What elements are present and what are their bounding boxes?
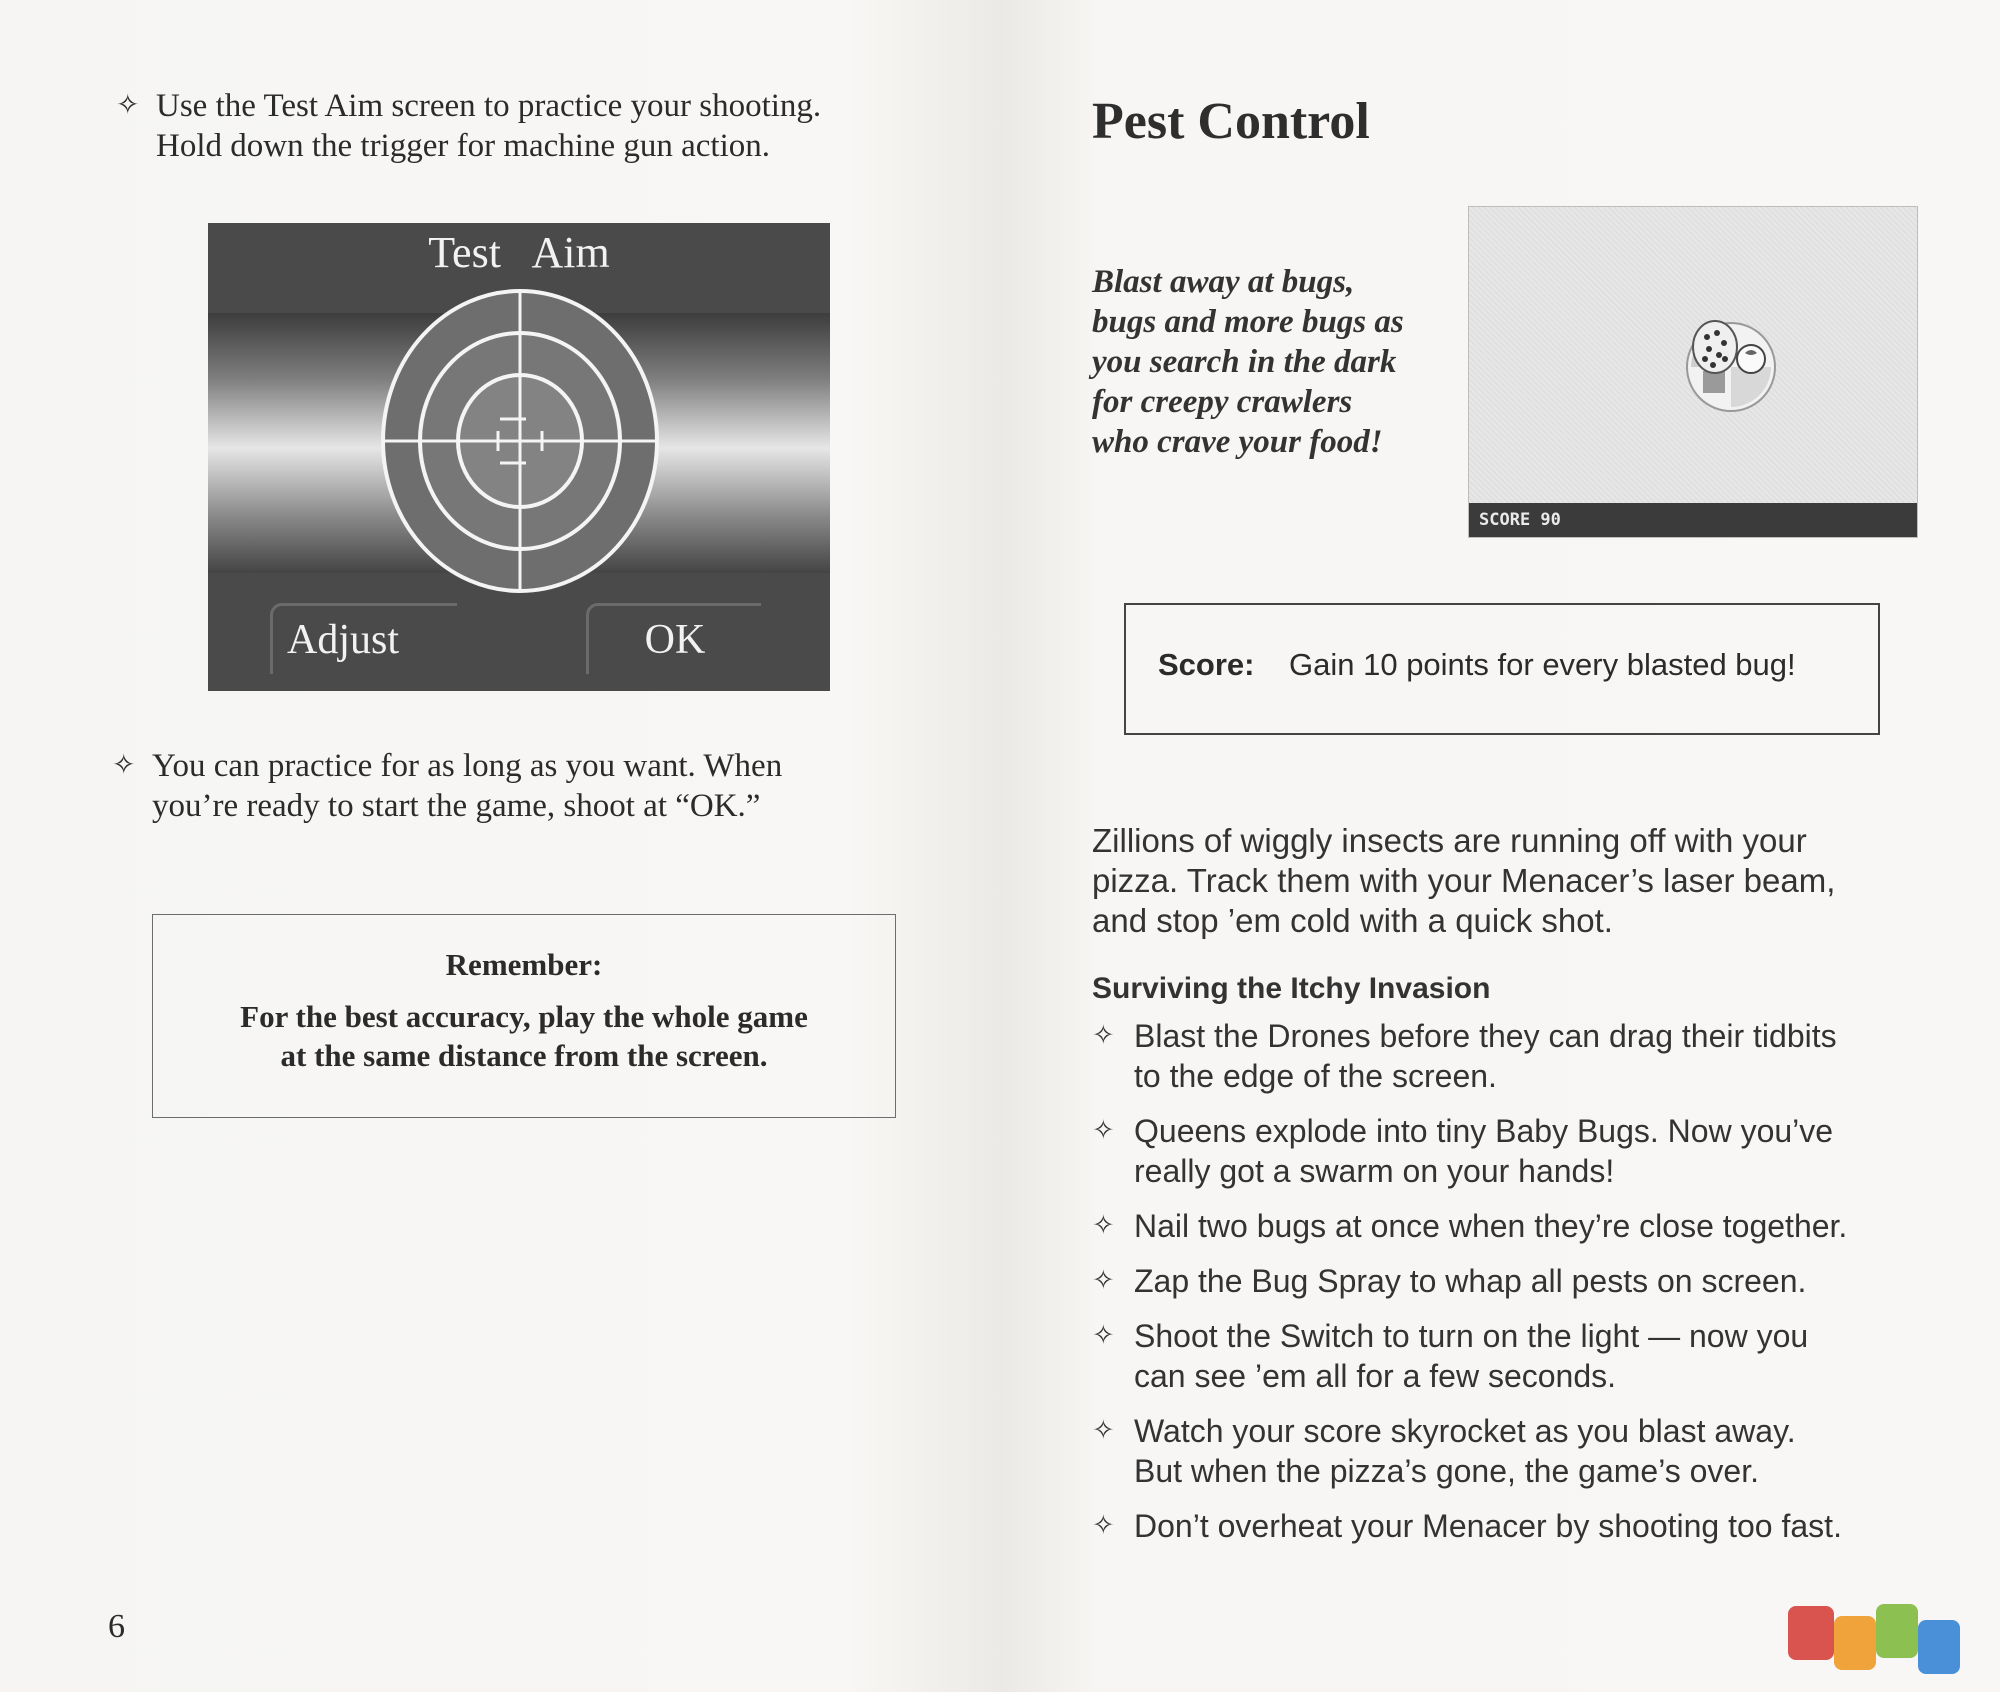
intro-line: who crave your food!: [1092, 424, 1383, 460]
ok-button: OK: [586, 603, 761, 674]
intro-line: you search in the dark: [1092, 344, 1397, 380]
bullet-line: You can practice for as long as you want. When: [152, 748, 783, 784]
tip-line: Queens explode into tiny Baby Bugs. Now you’ve: [1134, 1113, 1834, 1149]
tips-list: [1092, 1016, 1848, 1561]
tip-item: [1092, 1016, 1847, 1096]
remember-box: [152, 914, 896, 1118]
intro-line: for creepy crawlers: [1092, 384, 1353, 420]
tip-line: Watch your score skyrocket as you blast away.: [1134, 1413, 1796, 1449]
body-paragraph: [1092, 821, 1835, 941]
body-line: and stop ’em cold with a quick shot.: [1092, 902, 1613, 939]
star-bullet-icon: ✧: [1092, 1210, 1115, 1241]
remember-line: at the same distance from the screen.: [280, 1038, 768, 1073]
bullet-practice: [112, 746, 783, 826]
tip-line: Blast the Drones before they can drag their tidbits: [1134, 1018, 1837, 1054]
tip-item: [1092, 1111, 1847, 1191]
intro-line: Blast away at bugs,: [1092, 264, 1355, 300]
bullet-line: Use the Test Aim screen to practice your shooting.: [156, 88, 822, 124]
star-bullet-icon: ✧: [116, 90, 140, 121]
tip-line: really got a swarm on your hands!: [1134, 1153, 1615, 1189]
star-bullet-icon: ✧: [1092, 1265, 1115, 1296]
test-aim-screenshot: [208, 223, 830, 691]
tip-item: [1092, 1506, 1847, 1546]
tip-line: But when the pizza’s gone, the game’s over.: [1134, 1453, 1759, 1489]
subheading: Surviving the Itchy Invasion: [1092, 972, 1491, 1005]
tip-line: Don’t overheat your Menacer by shooting too fast.: [1134, 1508, 1842, 1544]
tip-line: to the edge of the screen.: [1134, 1058, 1497, 1094]
logo-tile-g: [1834, 1616, 1876, 1670]
remember-line: For the best accuracy, play the whole game: [240, 999, 808, 1034]
logo-tile-b: [1918, 1620, 1960, 1674]
star-bullet-icon: ✧: [112, 750, 136, 781]
section-title: Pest Control: [1092, 93, 1370, 150]
remember-text: [153, 997, 895, 1075]
page-number-left: 6: [108, 1608, 125, 1645]
intro-text: [1092, 262, 1404, 462]
bullet-test-aim: [116, 86, 822, 166]
test-aim-title: Test Aim: [428, 228, 610, 277]
intro-line: bugs and more bugs as: [1092, 304, 1404, 340]
tip-item: [1092, 1261, 1847, 1301]
score-label: Score:: [1158, 647, 1255, 682]
tip-item: [1092, 1206, 1848, 1246]
vgdb-watermark-logo: [1788, 1604, 1988, 1668]
tip-item: [1092, 1316, 1847, 1396]
tip-line: Shoot the Switch to turn on the light — now you: [1134, 1318, 1809, 1354]
star-bullet-icon: ✧: [1092, 1320, 1115, 1351]
adjust-button: Adjust: [270, 603, 457, 674]
star-bullet-icon: ✧: [1092, 1115, 1115, 1146]
score-box: [1124, 603, 1880, 735]
star-bullet-icon: ✧: [1092, 1020, 1115, 1051]
remember-title: Remember:: [445, 947, 603, 982]
logo-tile-d: [1876, 1604, 1918, 1658]
tip-line: Nail two bugs at once when they’re close together.: [1134, 1208, 1848, 1244]
tip-line: can see ’em all for a few seconds.: [1134, 1358, 1617, 1394]
body-line: Zillions of wiggly insects are running off with your: [1092, 822, 1807, 859]
game-screenshot: [1468, 206, 1918, 538]
pizza-bug-icon: [1469, 207, 1917, 537]
score-text: Gain 10 points for every blasted bug!: [1289, 647, 1796, 682]
bullet-line: Hold down the trigger for machine gun action.: [156, 128, 770, 164]
tip-item: [1092, 1411, 1847, 1491]
tip-line: Zap the Bug Spray to whap all pests on screen.: [1134, 1263, 1807, 1299]
score-readout: SCORE 90: [1469, 503, 1917, 537]
body-line: pizza. Track them with your Menacer’s laser beam,: [1092, 862, 1836, 899]
logo-tile-v: [1788, 1606, 1834, 1660]
star-bullet-icon: ✧: [1092, 1415, 1115, 1446]
bullet-line: you’re ready to start the game, shoot at “OK.”: [152, 788, 761, 824]
star-bullet-icon: ✧: [1092, 1510, 1115, 1541]
